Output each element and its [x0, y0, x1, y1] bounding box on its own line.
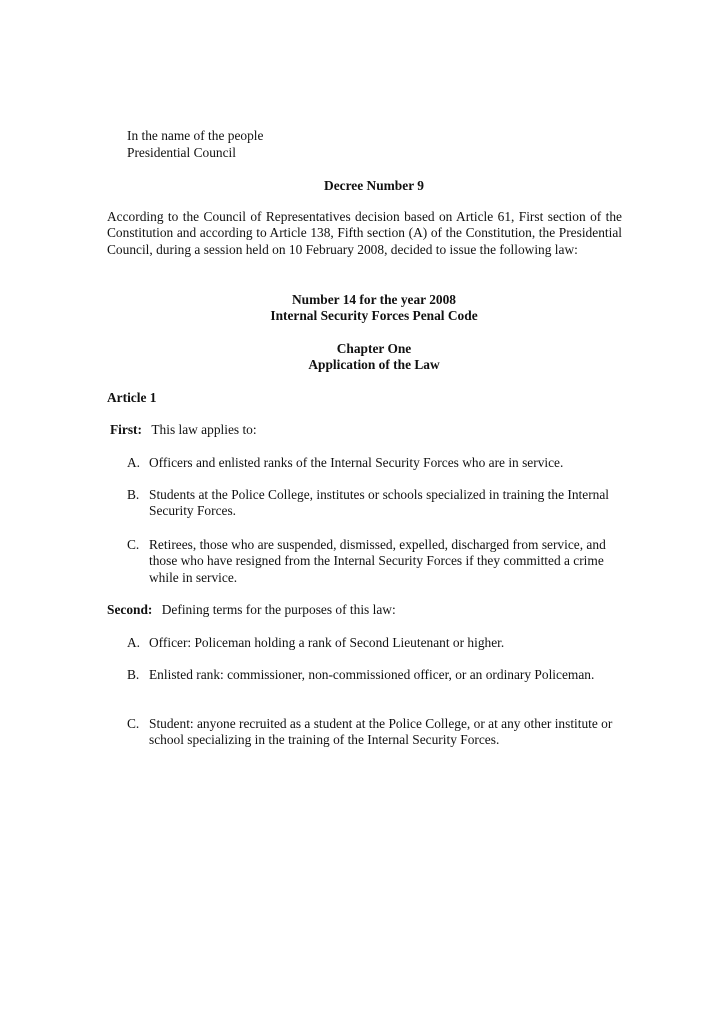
header-line-people: In the name of the people: [127, 128, 264, 143]
list-letter: A.: [127, 455, 141, 470]
chapter-title: Application of the Law: [308, 357, 440, 372]
header-line-council: Presidential Council: [127, 145, 236, 160]
list-item-text: Student: anyone recruited as a student at the Police College, or at any other institute or school specializing in the training of the Internal Security Forces.: [149, 716, 613, 748]
law-number-title: Number 14 for the year 2008: [291, 292, 456, 307]
list-item-text: Retirees, those who are suspended, dismissed, expelled, discharged from service, and those who have resigned from the Internal Security Forces if they committed a crime while in service.: [149, 537, 606, 585]
list-item-text: Officer: Policeman holding a rank of Second Lieutenant or higher.: [149, 635, 505, 650]
list-item-text: Officers and enlisted ranks of the Internal Security Forces who are in service.: [149, 455, 564, 470]
chapter-number: Chapter One: [336, 341, 412, 356]
first-section-label: First:: [110, 422, 142, 437]
list-letter: C.: [127, 716, 140, 731]
first-section-text: This law applies to:: [151, 422, 257, 437]
second-section-text: Defining terms for the purposes of this law:: [161, 602, 396, 617]
list-letter: A.: [127, 635, 141, 650]
list-item-text: Enlisted rank: commissioner, non-commissioned officer, or an ordinary Policeman.: [149, 667, 595, 682]
second-section-line: [107, 602, 396, 618]
list-letter: B.: [127, 667, 140, 682]
list-letter: C.: [127, 537, 140, 552]
article-heading: Article 1: [107, 390, 157, 405]
first-section-line: [110, 422, 257, 438]
decree-title: Decree Number 9: [324, 178, 424, 193]
preamble-paragraph: According to the Council of Representatives decision based on Article 61, First section of the Constitution and according to Article 138, Fifth section (A) of the Constitution, the Presidential Council, during a session held on 10 February 2008, decided to issue the following law:: [107, 209, 622, 257]
second-section-label: Second:: [107, 602, 153, 617]
list-item-text: Students at the Police College, institutes or schools specialized in training the Internal Security Forces.: [149, 487, 610, 519]
law-name-title: Internal Security Forces Penal Code: [270, 308, 478, 323]
list-letter: B.: [127, 487, 140, 502]
